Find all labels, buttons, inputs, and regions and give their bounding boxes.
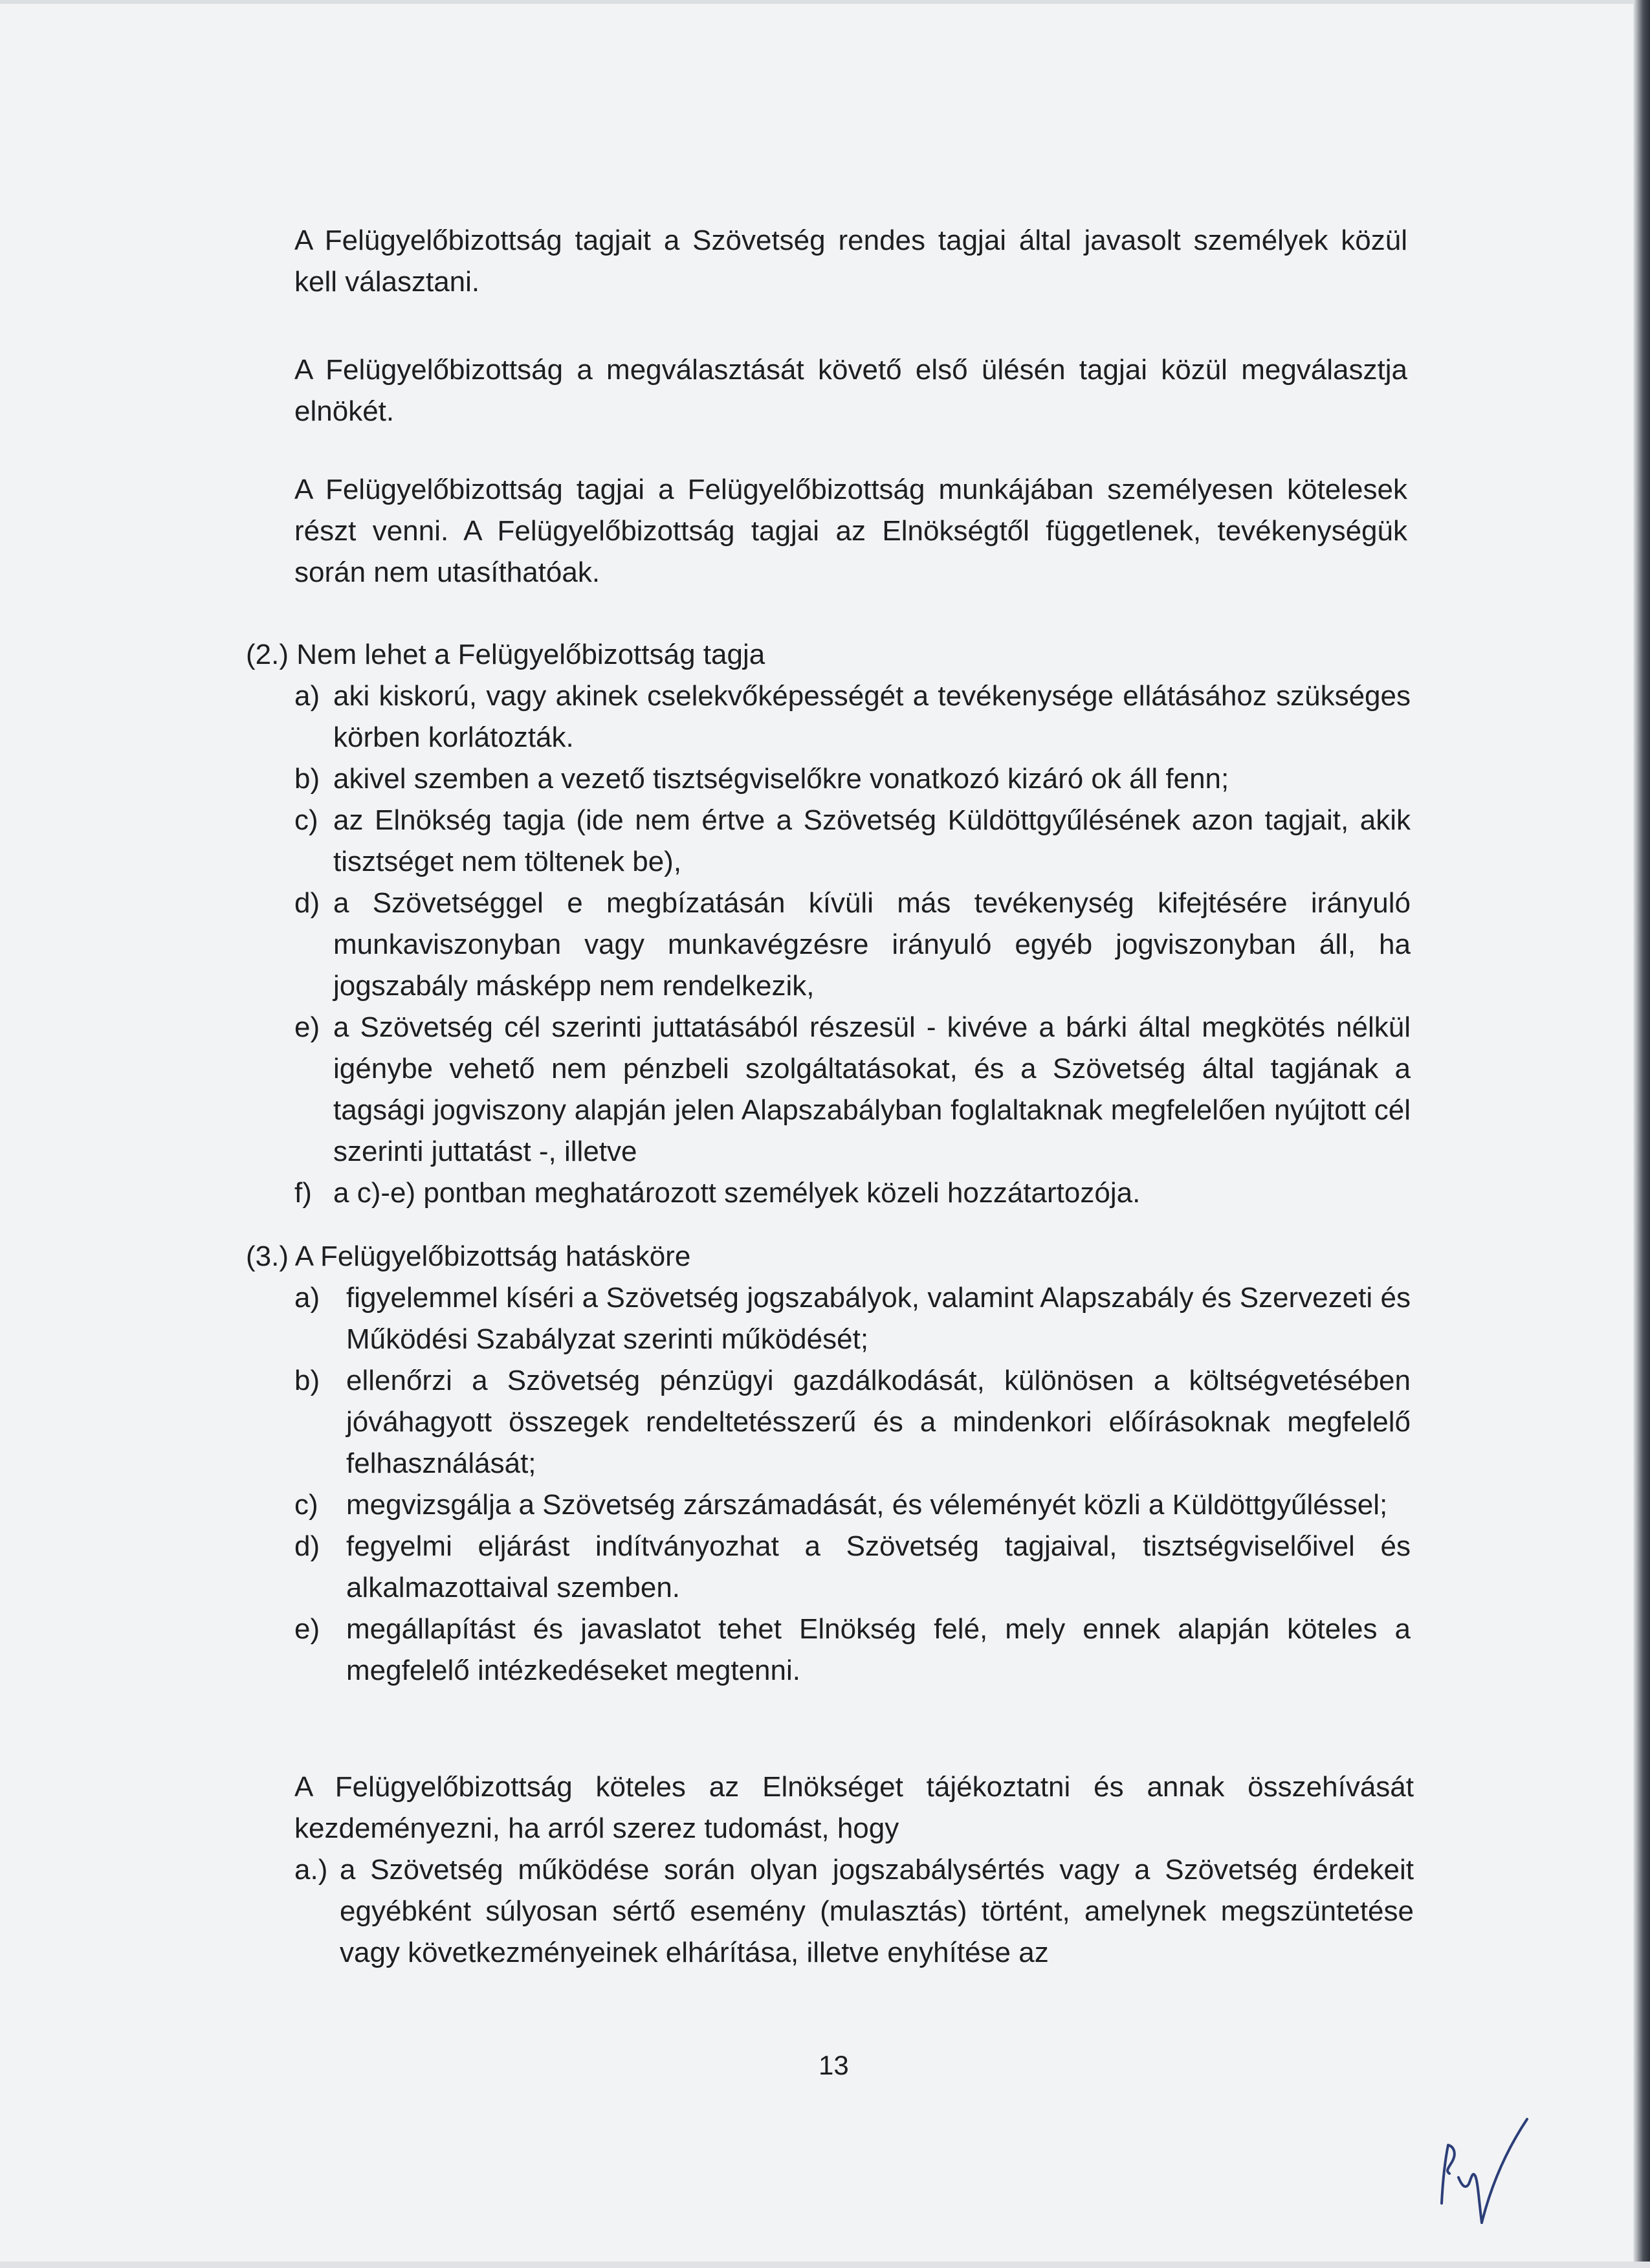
paragraph-text: A Felügyelőbizottság tagjai a Felügyelőbizottság munkájában személyesen kötelesek részt venni. A Felügyelőbizottság tagjai az Elnökségtől függetlenek, tevékenységük során nem utasíthatóak.	[294, 474, 1407, 588]
list-item	[294, 800, 1411, 883]
section-3	[246, 1236, 1411, 1691]
item-label: b)	[294, 763, 320, 795]
list-item	[294, 1526, 1411, 1609]
list-item	[294, 758, 1411, 800]
page-number: 13	[819, 2050, 849, 2080]
paragraph-text: A Felügyelőbizottság a megválasztását követő első ülésén tagjai közül megválasztja elnökét.	[294, 354, 1407, 427]
item-text: fegyelmi eljárást indítványozhat a Szövetség tagjaival, tisztségviselőivel és alkalmazottaival szemben.	[346, 1530, 1411, 1603]
item-text: megállapítást és javaslatot tehet Elnökség felé, mely ennek alapján köteles a megfelelő intézkedéseket megtenni.	[346, 1613, 1411, 1686]
list-item	[294, 1277, 1411, 1360]
list-item	[294, 1609, 1411, 1691]
item-label: a)	[294, 1282, 320, 1314]
item-label: f)	[294, 1177, 312, 1209]
section-2-title: (2.) Nem lehet a Felügyelőbizottság tagja	[246, 639, 765, 670]
item-label: e)	[294, 1613, 320, 1645]
paragraph-chair	[294, 349, 1407, 432]
paragraph-duties	[294, 469, 1407, 593]
scan-edge-top	[0, 0, 1650, 4]
list-item	[294, 1849, 1414, 1974]
item-label: a.)	[294, 1854, 328, 1886]
item-text: ellenőrzi a Szövetség pénzügyi gazdálkodását, különösen a költségvetésében jóváhagyott összegek rendeltetésszerű és a mindenkori előírásoknak megfelelő felhasználását;	[346, 1365, 1411, 1479]
item-text: aki kiskorú, vagy akinek cselekvőképességét a tevékenysége ellátásához szükséges körben korlátozták.	[333, 680, 1411, 753]
item-text: a c)-e) pontban meghatározott személyek közeli hozzátartozója.	[333, 1177, 1141, 1209]
section-2	[246, 634, 1411, 1214]
item-text: a Szövetség működése során olyan jogszabálysértés vagy a Szövetség érdekeit egyébként súlyosan sértő esemény (mulasztás) történt, amelynek megszüntetése vagy következményeinek elhárítása, illetve enyhítése az	[340, 1854, 1414, 1968]
scan-edge-right	[1633, 0, 1650, 2268]
item-text: megvizsgálja a Szövetség zárszámadását, és véleményét közli a Küldöttgyűléssel;	[346, 1489, 1388, 1521]
item-text: az Elnökség tagja (ide nem értve a Szövetség Küldöttgyűlésének azon tagjait, akik tisztséget nem töltenek be),	[333, 804, 1411, 877]
scan-edge-bottom	[0, 2262, 1650, 2268]
list-item	[294, 1360, 1411, 1484]
item-text: a Szövetség cél szerinti juttatásából részesül - kivéve a bárki által megkötés nélkül igénybe vehető nem pénzbeli szolgáltatásokat, és a Szövetség által tagjának a tagsági jogviszony alapján jelen Alapszabályban foglaltaknak megfelelően nyújtott cél szerinti juttatást -, illetve	[333, 1011, 1411, 1167]
list-item	[294, 1484, 1411, 1526]
closing-section	[294, 1767, 1414, 1974]
item-label: c)	[294, 1489, 318, 1521]
item-text: a Szövetséggel e megbízatásán kívüli más tevékenység kifejtésére irányuló munkaviszonyban vagy munkavégzésre irányuló egyéb jogviszonyban áll, ha jogszabály másképp nem rendelkezik,	[333, 887, 1411, 1002]
section-2-list	[246, 676, 1411, 1214]
section-3-title: (3.) A Felügyelőbizottság hatásköre	[246, 1240, 691, 1272]
list-item	[294, 676, 1411, 758]
item-label: c)	[294, 804, 318, 836]
handwritten-signature	[1436, 2106, 1579, 2229]
section-3-list	[246, 1277, 1411, 1691]
item-label: e)	[294, 1011, 320, 1043]
item-label: b)	[294, 1365, 320, 1396]
item-label: d)	[294, 1530, 320, 1562]
list-item	[294, 883, 1411, 1007]
paragraph-text: A Felügyelőbizottság tagjait a Szövetség rendes tagjai által javasolt személyek közül kell választani.	[294, 225, 1407, 298]
item-text: figyelemmel kíséri a Szövetség jogszabályok, valamint Alapszabály és Szervezeti és Működési Szabályzat szerinti működését;	[346, 1282, 1411, 1355]
paragraph-election	[294, 220, 1407, 303]
item-label: a)	[294, 680, 320, 712]
item-text: akivel szemben a vezető tisztségviselőkre vonatkozó kizáró ok áll fenn;	[333, 763, 1229, 795]
item-label: d)	[294, 887, 320, 919]
list-item	[294, 1173, 1411, 1214]
closing-intro: A Felügyelőbizottság köteles az Elnökséget tájékoztatni és annak összehívását kezdeményezni, ha arról szerez tudomást, hogy	[294, 1771, 1414, 1844]
list-item	[294, 1007, 1411, 1173]
